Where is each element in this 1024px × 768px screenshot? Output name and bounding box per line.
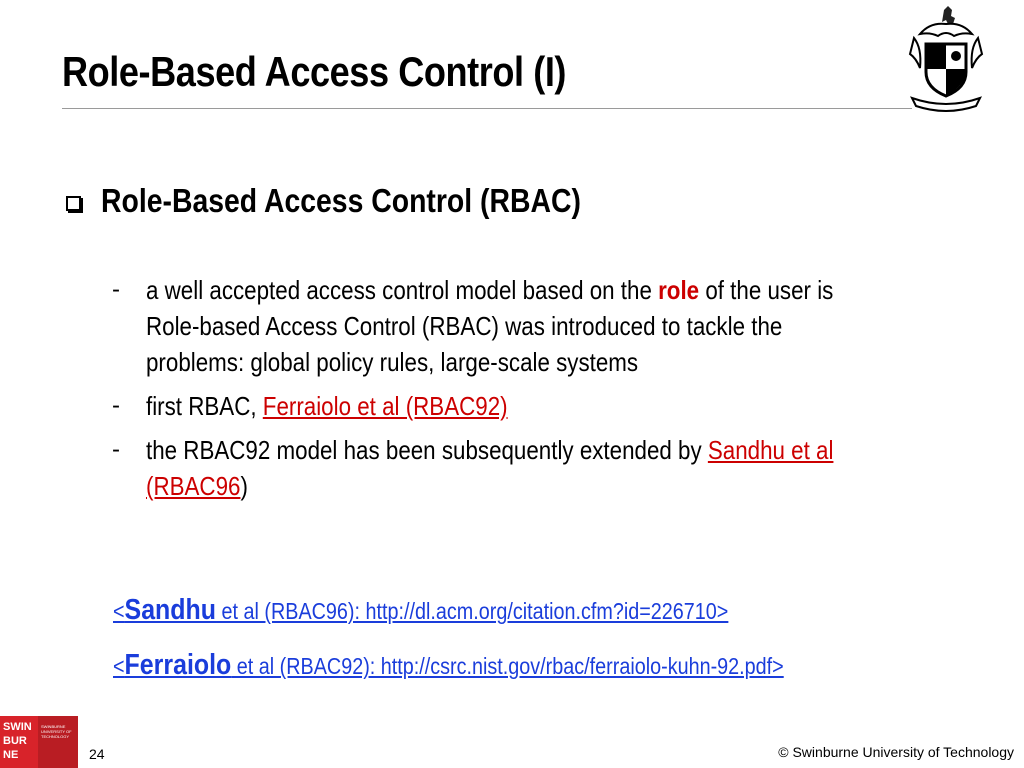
reference-author: Sandhu	[124, 594, 217, 626]
list-item	[112, 272, 992, 380]
text: of the user is Role-based Access Control (RBAC) was introduced to tackle the problems: global policy rules, large-scale systems	[146, 275, 834, 377]
highlight-role: role	[658, 275, 700, 305]
page-title: Role-Based Access Control (I)	[62, 48, 567, 95]
text: first RBAC,	[146, 391, 263, 421]
swinburne-logo	[0, 716, 78, 768]
copyright: © Swinburne University of Technology	[778, 744, 1014, 760]
list-item	[112, 388, 992, 424]
dash-bullet: -	[112, 436, 120, 463]
logo-text: BUR	[3, 735, 27, 747]
square-bullet-icon	[66, 196, 81, 211]
list-item-text	[146, 272, 874, 380]
sandhu-link[interactable]: Sandhu et al (RBAC96	[146, 435, 834, 501]
text: the RBAC92 model has been subsequently extended by	[146, 435, 708, 465]
logo-text: SWIN	[3, 721, 32, 733]
page-number: 24	[89, 746, 105, 762]
main-bullet-text: Role-Based Access Control (RBAC)	[101, 182, 581, 219]
ferraiolo-reference-link[interactable]	[113, 650, 784, 681]
sub-bullet-list	[112, 272, 992, 512]
reference-author: Ferraiolo	[124, 649, 232, 681]
references	[113, 595, 893, 705]
university-crest-icon	[906, 4, 986, 112]
logo-text: NE	[3, 749, 19, 761]
text: <	[113, 653, 125, 679]
text: <	[113, 598, 125, 624]
reference-url: et al (RBAC92): http://csrc.nist.gov/rbac/ferraiolo-kuhn-92.pdf>	[231, 653, 784, 679]
dash-bullet: -	[112, 276, 120, 303]
logo-wordmark	[0, 716, 38, 768]
logo-subtext: SWINBURNE UNIVERSITY OF TECHNOLOGY	[38, 716, 78, 768]
text: a well accepted access control model based on the	[146, 275, 659, 305]
reference-url: et al (RBAC96): http://dl.acm.org/citation.cfm?id=226710>	[216, 598, 729, 624]
title-divider	[62, 108, 912, 109]
ferraiolo-link[interactable]: Ferraiolo et al (RBAC92)	[262, 391, 508, 421]
list-item	[112, 432, 992, 504]
text: )	[240, 471, 248, 501]
dash-bullet: -	[112, 392, 120, 419]
sandhu-reference-link[interactable]	[113, 595, 784, 626]
main-bullet	[66, 182, 659, 220]
list-item-text	[146, 432, 874, 504]
list-item-text	[146, 388, 874, 424]
